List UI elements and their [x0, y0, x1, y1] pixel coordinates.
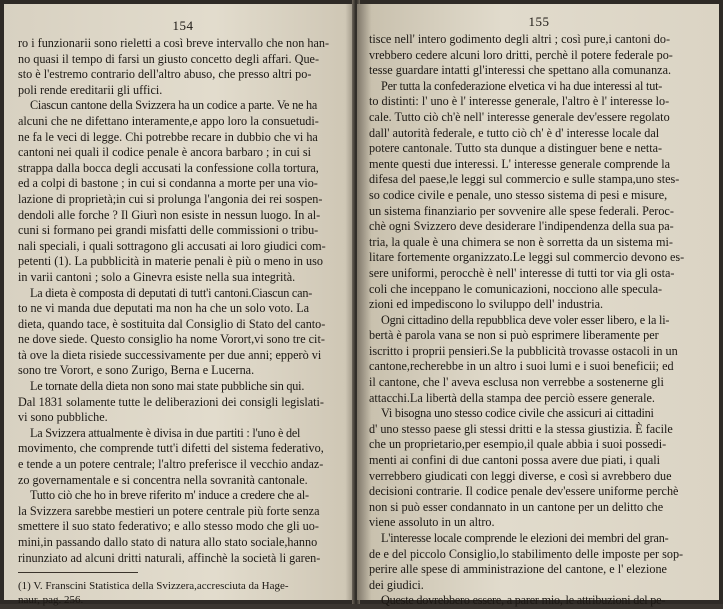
text-line: vrebbero cedere alcuni loro dritti, perchè il potere federale po-	[369, 47, 673, 62]
text-line: che un proprietario,per esempio,il quale abbia i suoi possedi-	[369, 437, 667, 452]
footnote-rule	[18, 572, 138, 573]
left-page	[4, 4, 356, 607]
text-line: bertà è parola vana se non si può esprimere liberamente per	[369, 328, 659, 343]
text-line: lazione di proprietà;in cui si prolunga l'angonia dei rei sospen-	[18, 191, 323, 206]
text-line: vi sono pubbliche.	[18, 410, 108, 425]
text-line: Ciascun cantone della Svizzera ha un codice a parte. Ve ne ha	[30, 98, 318, 113]
text-line: dei giudici.	[369, 577, 424, 592]
text-line: Per tutta la confederazione elvetica vi ha due interessi al tut-	[381, 78, 663, 93]
text-line: rinunziato ad alcuni dritti naturali, affinchè la società li garen-	[18, 550, 321, 565]
text-line: la Svizzera sarebbe mestieri un potere centrale più forte senza	[18, 503, 320, 518]
text-line: un sistema finanziario per sovvenire alle spese federali. Peroc-	[369, 203, 674, 218]
text-line: La dieta è composta di deputati di tutt'i cantoni.Ciascun can-	[30, 285, 313, 300]
text-line: tà ove la dieta risiede successivamente per due anni; epperò vi	[18, 347, 322, 362]
text-line: smettere il suo stato federativo; e allo stesso modo che gli uo-	[18, 519, 319, 534]
text-line: Le tornate della dieta non sono mai state pubbliche sin qui.	[30, 379, 305, 394]
text-line: il cantone, che l' aveva esclusa non verrebbe a sostenerne gli	[369, 375, 664, 390]
text-line: non si può esser condannato in un cantone per un delitto che	[369, 499, 664, 514]
text-line: cale. Tutto ciò ch'è nell' interesse generale dev'essere regolato	[369, 109, 670, 124]
text-line: viene assoluto in un altro.	[369, 515, 495, 530]
text-line: to ne vi manda due deputati ma non ha che un solo voto. La	[18, 301, 310, 316]
text-line: sere uniformi, perocchè è nell' interesse di tutti tor via gli osta-	[369, 265, 675, 280]
text-line: dall' autorità federale, e tutto ciò ch' è d' interesse locale dal	[369, 125, 660, 140]
text-line: no quasi il tempo di farsi un giusto concetto degli affari. Que-	[18, 51, 320, 66]
left-page-number: 154	[172, 18, 194, 33]
text-line: dieta, quando tace, è sostituita dal Consiglio di Stato del canto-	[18, 316, 326, 331]
text-line: coli che inceppano le comunicazioni, nocciono alle specula-	[369, 281, 663, 296]
left-page-body	[18, 36, 348, 566]
text-line: sto è l'estremo contrario dell'altro abuso, che presso altri po-	[18, 67, 312, 82]
text-line: cantone,recherebbe in un altro i suoi lumi e i suoi beneficii; ed	[369, 359, 674, 374]
text-line: strappa dalla bocca degli accusati la confessione colla tortura,	[18, 160, 319, 175]
text-line: dendoli alle forche ? Il Giurì non esiste in nessun luogo. In al-	[18, 207, 321, 222]
text-line: L'interesse locale comprende le elezioni dei membri del gran-	[381, 531, 669, 545]
text-line: zioni ed impediscono lo sviluppo dell' industria.	[369, 297, 604, 312]
text-line: cantoni nei quali il codice penale è ancora barbaro ; in cui si	[18, 145, 312, 160]
text-line: mente questi due interessi. L' interesse generale comprende la	[369, 156, 671, 171]
text-line: decisioni contrarie. Il codice penale dev'essere uniforme perchè	[369, 484, 679, 499]
text-line: La Svizzera attualmente è divisa in due partiti : l'uno è del	[30, 425, 301, 440]
right-page-number: 155	[528, 14, 550, 29]
text-line: perire alle spese di amministrazione del cantone, e l' elezione	[369, 562, 667, 577]
right-page	[357, 4, 719, 608]
text-line: Dal 1831 solamente tutte le deliberazioni dei consigli legislati-	[18, 394, 324, 409]
text-line: sono tre Vorort, e sono Zurigo, Berna e Lucerna.	[18, 363, 255, 378]
text-line: petenti (1). La pubblicità in materie penali è più o meno in uso	[18, 254, 323, 269]
text-line: mini,in passando dallo stato di natura allo stato sociale,hanno	[18, 535, 318, 549]
text-line: Vi bisogna uno stesso codice civile che assicuri ai cittadini	[381, 406, 654, 421]
text-line: cuni si formano pei grandi misfatti delle commissioni o tribu-	[18, 223, 319, 238]
text-line: e tende a un potere centrale; l'altro preferisce il vecchio andaz-	[18, 457, 324, 472]
text-line: (1) V. Franscini Statistica della Svizzera,accresciuta da Hage-	[18, 580, 289, 593]
text-line: potere cantonale. Tutto sta dunque a distinguer bene e netta-	[369, 141, 663, 156]
text-line: movimento, che comprende tutt'i difetti del sistema federativo,	[18, 441, 324, 456]
text-line: ed a colpi di bastone ; in cui si condanna a morte per una vio-	[18, 176, 318, 191]
right-page-body	[369, 32, 709, 609]
text-line: Ogni cittadino della repubblica deve voler esser libero, e la li-	[381, 312, 670, 327]
text-line: so codice civile e penale, uno stesso sistema di pesi e misure,	[369, 187, 668, 202]
left-page-footnote	[18, 579, 348, 607]
text-line: chè ogni Svizzero deve desiderare l'indipendenza della sua pa-	[369, 219, 674, 234]
text-line: Tutto ciò che ho in breve riferito m' induce a credere che al-	[30, 488, 309, 503]
text-line: tesse guardare intatti gl'interessi che spettano alla comunanza.	[369, 63, 672, 78]
text-line: Queste dovrebbero essere, a parer mio, le attribuzioni del pe-	[381, 593, 666, 608]
text-line: iscritto i proprii pensieri.Se la pubblicità trovasse ostacoli in un	[369, 343, 678, 358]
text-line: naur, pag. 256.	[18, 594, 84, 607]
text-line: ne dove siede. Questo consiglio ha nome Vorort,vi sono tre cit-	[18, 332, 325, 347]
text-line: litare fortemente organizzato.Le leggi sul commercio devono es-	[369, 250, 685, 265]
text-line: zo governamentale e si concentra nella sovranità cantonale.	[18, 472, 308, 487]
text-line: ne fa le veci di legge. Chi potrebbe recare in dubbio che vi ha	[18, 129, 318, 144]
text-line: attacchi.La libertà della stampa dee perciò essere generale.	[369, 390, 655, 405]
text-line: tisce nell' intero godimento degli altri ; così pure,i cantoni do-	[369, 32, 671, 46]
text-line: difesa del paese,le leggi sul commercio e sulle stampa,uno stes-	[369, 172, 680, 187]
text-line: nali speciali, i quali sottragono gli accusati ai loro giudici com-	[18, 238, 326, 253]
text-line: de e del piccolo Consiglio,lo stabilimento delle imposte per sop-	[369, 546, 684, 561]
text-line: verrebbero giudicati con leggi diverse, e così si avrebbero due	[369, 468, 672, 483]
text-line: d' uno stesso paese gli stessi dritti e la stessa giustizia. È facile	[369, 421, 673, 436]
text-line: to distinti: l' uno è l' interesse generale, l'altro è l' interesse lo-	[369, 94, 670, 109]
text-line: ro i funzionarii sono rieletti a così breve intervallo che non han-	[18, 36, 330, 50]
text-line: poli rende ereditarii gli uffici.	[18, 82, 163, 97]
text-line: in varii cantoni ; solo a Ginevra esiste nella sua integrità.	[18, 269, 296, 284]
text-line: menti ai confini di due cantoni possa avere due piati, i quali	[369, 453, 661, 468]
text-line: alcuni che ne difettano interamente,e appo loro la consuetudi-	[18, 113, 319, 128]
text-line: tria, la quale è una chimera se non è sorretta da un sistema mi-	[369, 234, 673, 249]
